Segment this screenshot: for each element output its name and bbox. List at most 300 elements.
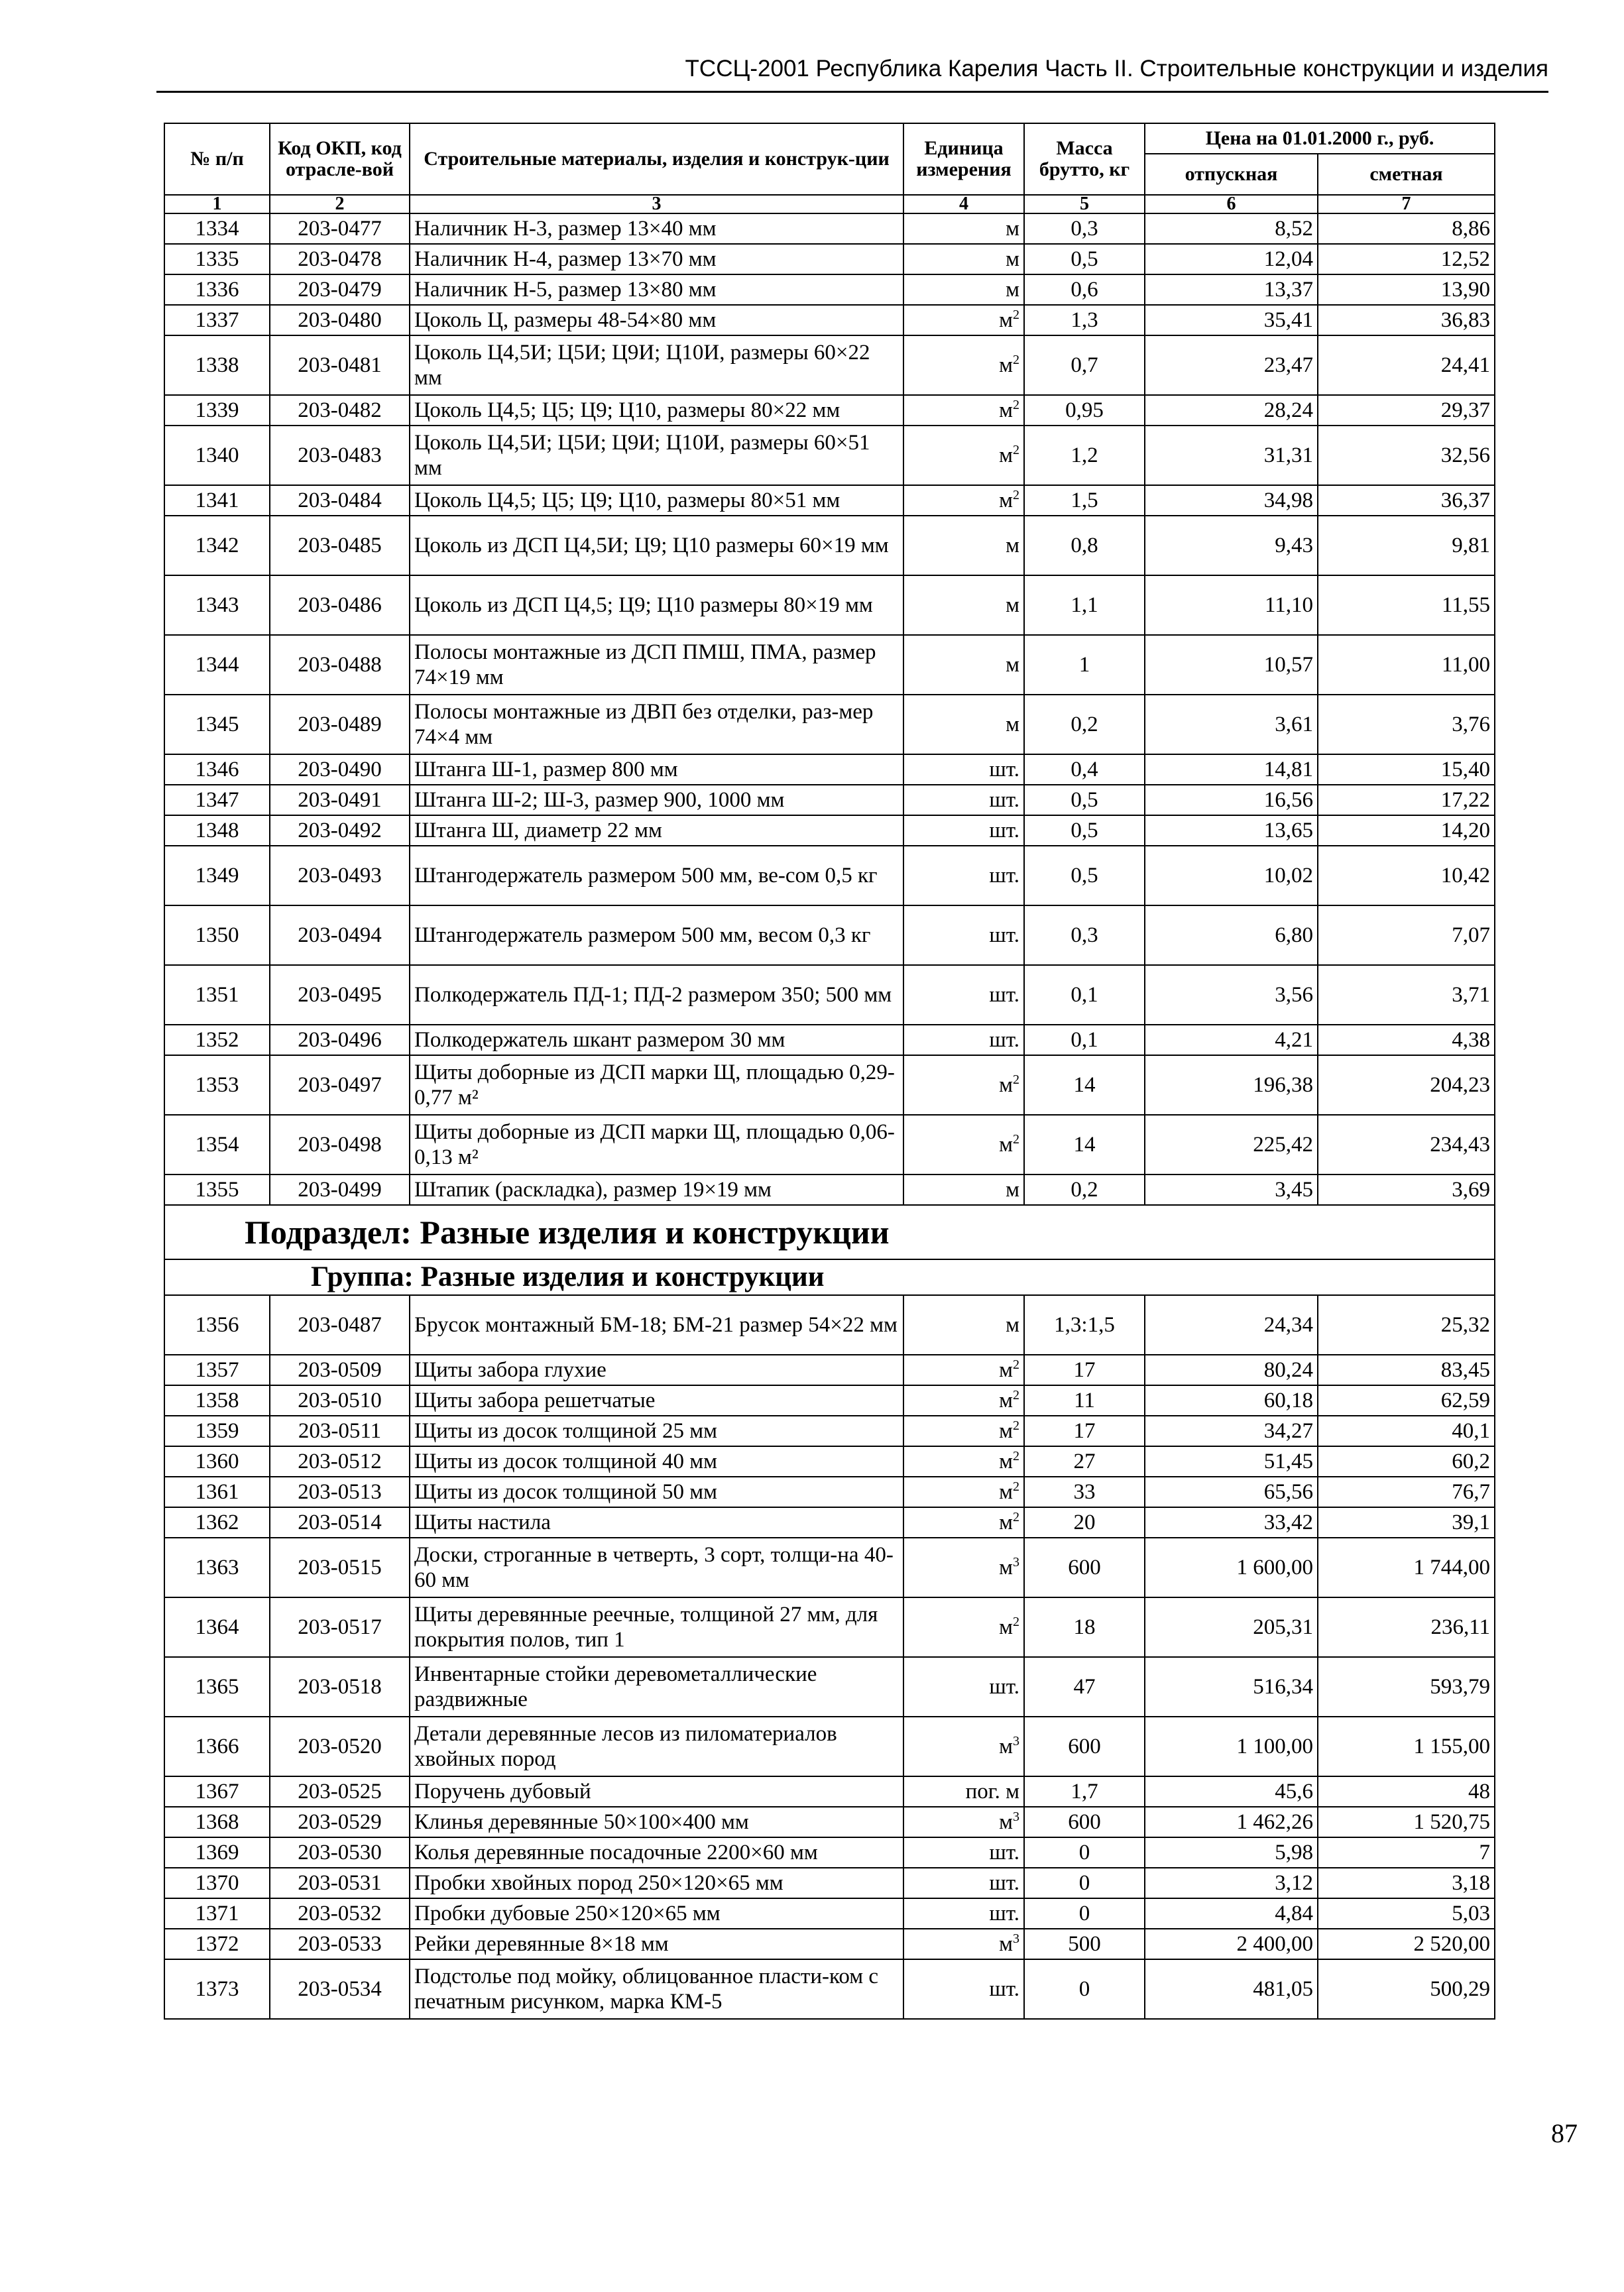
row-price-estimate: 1 744,00 bbox=[1318, 1538, 1495, 1597]
row-unit: шт. bbox=[903, 846, 1024, 905]
row-code: 203-0481 bbox=[270, 335, 410, 395]
table-row bbox=[164, 754, 1495, 785]
row-mass: 0,1 bbox=[1024, 1025, 1145, 1055]
row-price-wholesale: 1 600,00 bbox=[1145, 1538, 1318, 1597]
row-code: 203-0493 bbox=[270, 846, 410, 905]
row-price-wholesale: 10,02 bbox=[1145, 846, 1318, 905]
row-number: 1340 bbox=[164, 426, 270, 485]
row-unit: м bbox=[903, 213, 1024, 244]
row-unit: $м^3$ bbox=[903, 1538, 1024, 1597]
row-unit: шт. bbox=[903, 785, 1024, 815]
row-name: Полкодержатель шкант размером 30 мм bbox=[410, 1025, 903, 1055]
row-unit: $м^3$ bbox=[903, 1929, 1024, 1959]
row-number: 1335 bbox=[164, 244, 270, 274]
row-code: 203-0511 bbox=[270, 1416, 410, 1446]
col-head-name: Строительные материалы, изделия и конструк-ции bbox=[410, 123, 903, 195]
row-mass: 0,5 bbox=[1024, 785, 1145, 815]
row-mass: 1,3:1,5 bbox=[1024, 1295, 1145, 1355]
row-name: Цоколь Ц4,5И; Ц5И; Ц9И; Ц10И, размеры 60×51 мм bbox=[410, 426, 903, 485]
table-row bbox=[164, 1355, 1495, 1385]
table-row bbox=[164, 1868, 1495, 1898]
unit-exponent: 2 bbox=[1013, 353, 1019, 367]
row-code: 203-0510 bbox=[270, 1385, 410, 1416]
row-code: 203-0499 bbox=[270, 1175, 410, 1205]
row-code: 203-0491 bbox=[270, 785, 410, 815]
table-row bbox=[164, 905, 1495, 965]
row-price-wholesale: 31,31 bbox=[1145, 426, 1318, 485]
table-row bbox=[164, 274, 1495, 305]
row-code: 203-0486 bbox=[270, 575, 410, 635]
row-name: Щиты настила bbox=[410, 1507, 903, 1538]
col-head-code: Код ОКП, код отрасле-вой bbox=[270, 123, 410, 195]
row-price-estimate: 14,20 bbox=[1318, 815, 1495, 846]
row-number: 1372 bbox=[164, 1929, 270, 1959]
table-row bbox=[164, 1959, 1495, 2019]
row-price-wholesale: 225,42 bbox=[1145, 1115, 1318, 1175]
row-mass: 0,2 bbox=[1024, 1175, 1145, 1205]
row-code: 203-0477 bbox=[270, 213, 410, 244]
row-mass: 600 bbox=[1024, 1717, 1145, 1776]
row-name: Щиты доборные из ДСП марки Щ, площадью 0,29-0,77 м² bbox=[410, 1055, 903, 1115]
row-number: 1360 bbox=[164, 1446, 270, 1477]
row-unit: $м^2$ bbox=[903, 1597, 1024, 1657]
unit-exponent: 2 bbox=[1013, 1418, 1019, 1433]
row-number: 1343 bbox=[164, 575, 270, 635]
row-mass: 0 bbox=[1024, 1959, 1145, 2019]
row-price-estimate: 76,7 bbox=[1318, 1477, 1495, 1507]
row-code: 203-0484 bbox=[270, 485, 410, 516]
table-row bbox=[164, 1507, 1495, 1538]
row-unit: шт. bbox=[903, 1837, 1024, 1868]
row-price-estimate: 62,59 bbox=[1318, 1385, 1495, 1416]
unit-exponent: 2 bbox=[1013, 308, 1019, 322]
row-price-estimate: 500,29 bbox=[1318, 1959, 1495, 2019]
table-row bbox=[164, 1657, 1495, 1717]
row-code: 203-0532 bbox=[270, 1898, 410, 1929]
row-price-estimate: 9,81 bbox=[1318, 516, 1495, 575]
table-row bbox=[164, 1115, 1495, 1175]
row-unit: шт. bbox=[903, 1959, 1024, 2019]
row-unit: шт. bbox=[903, 1657, 1024, 1717]
row-number: 1356 bbox=[164, 1295, 270, 1355]
row-unit: $м^2$ bbox=[903, 1477, 1024, 1507]
row-mass: 0,1 bbox=[1024, 965, 1145, 1025]
running-header: ТССЦ-2001 Республика Карелия Часть II. Строительные конструкции и изделия bbox=[685, 56, 1548, 82]
row-name: Штангодержатель размером 500 мм, ве-сом 0,5 кг bbox=[410, 846, 903, 905]
row-price-estimate: 5,03 bbox=[1318, 1898, 1495, 1929]
row-code: 203-0531 bbox=[270, 1868, 410, 1898]
row-name: Пробки дубовые 250×120×65 мм bbox=[410, 1898, 903, 1929]
row-code: 203-0492 bbox=[270, 815, 410, 846]
row-price-estimate: 236,11 bbox=[1318, 1597, 1495, 1657]
col-head-price: Цена на 01.01.2000 г., руб. bbox=[1145, 123, 1495, 154]
unit-exponent: 3 bbox=[1013, 1555, 1019, 1570]
table-row bbox=[164, 575, 1495, 635]
row-unit: шт. bbox=[903, 1868, 1024, 1898]
row-code: 203-0515 bbox=[270, 1538, 410, 1597]
row-price-estimate: 17,22 bbox=[1318, 785, 1495, 815]
row-mass: 14 bbox=[1024, 1115, 1145, 1175]
row-price-wholesale: 24,34 bbox=[1145, 1295, 1318, 1355]
unit-exponent: 2 bbox=[1013, 488, 1019, 502]
unit-exponent: 2 bbox=[1013, 398, 1019, 412]
row-price-wholesale: 23,47 bbox=[1145, 335, 1318, 395]
row-price-wholesale: 65,56 bbox=[1145, 1477, 1318, 1507]
row-code: 203-0494 bbox=[270, 905, 410, 965]
row-price-estimate: 13,90 bbox=[1318, 274, 1495, 305]
row-code: 203-0530 bbox=[270, 1837, 410, 1868]
table-row bbox=[164, 1025, 1495, 1055]
row-name: Наличник Н-3, размер 13×40 мм bbox=[410, 213, 903, 244]
row-name: Наличник Н-4, размер 13×70 мм bbox=[410, 244, 903, 274]
row-price-wholesale: 60,18 bbox=[1145, 1385, 1318, 1416]
row-price-estimate: 48 bbox=[1318, 1776, 1495, 1807]
row-price-wholesale: 34,98 bbox=[1145, 485, 1318, 516]
row-name: Щиты деревянные реечные, толщиной 27 мм, для покрытия полов, тип 1 bbox=[410, 1597, 903, 1657]
table-row bbox=[164, 1776, 1495, 1807]
row-price-estimate: 36,37 bbox=[1318, 485, 1495, 516]
row-name: Рейки деревянные 8×18 мм bbox=[410, 1929, 903, 1959]
row-code: 203-0509 bbox=[270, 1355, 410, 1385]
col-number: 5 bbox=[1024, 195, 1145, 213]
row-unit: пог. м bbox=[903, 1776, 1024, 1807]
row-price-estimate: 83,45 bbox=[1318, 1355, 1495, 1385]
row-price-estimate: 1 155,00 bbox=[1318, 1717, 1495, 1776]
row-name: Цоколь Ц4,5; Ц5; Ц9; Ц10, размеры 80×51 мм bbox=[410, 485, 903, 516]
unit-exponent: 2 bbox=[1013, 1357, 1019, 1372]
row-mass: 0,5 bbox=[1024, 815, 1145, 846]
row-name: Наличник Н-5, размер 13×80 мм bbox=[410, 274, 903, 305]
row-price-wholesale: 9,43 bbox=[1145, 516, 1318, 575]
row-price-estimate: 4,38 bbox=[1318, 1025, 1495, 1055]
col-head-num: № п/п bbox=[164, 123, 270, 195]
row-unit: м bbox=[903, 635, 1024, 695]
table-row bbox=[164, 426, 1495, 485]
table-row bbox=[164, 1446, 1495, 1477]
row-mass: 0,5 bbox=[1024, 244, 1145, 274]
row-mass: 0 bbox=[1024, 1837, 1145, 1868]
row-mass: 0 bbox=[1024, 1898, 1145, 1929]
row-name: Цоколь Ц4,5; Ц5; Ц9; Ц10, размеры 80×22 мм bbox=[410, 395, 903, 426]
row-price-wholesale: 481,05 bbox=[1145, 1959, 1318, 2019]
row-mass: 0,95 bbox=[1024, 395, 1145, 426]
row-name: Пробки хвойных пород 250×120×65 мм bbox=[410, 1868, 903, 1898]
row-code: 203-0482 bbox=[270, 395, 410, 426]
row-code: 203-0478 bbox=[270, 244, 410, 274]
row-code: 203-0518 bbox=[270, 1657, 410, 1717]
row-code: 203-0514 bbox=[270, 1507, 410, 1538]
row-code: 203-0520 bbox=[270, 1717, 410, 1776]
row-number: 1337 bbox=[164, 305, 270, 335]
row-name: Цоколь Ц, размеры 48-54×80 мм bbox=[410, 305, 903, 335]
row-number: 1364 bbox=[164, 1597, 270, 1657]
row-price-estimate: 29,37 bbox=[1318, 395, 1495, 426]
row-unit: $м^2$ bbox=[903, 395, 1024, 426]
row-unit: шт. bbox=[903, 1025, 1024, 1055]
table-row bbox=[164, 815, 1495, 846]
col-number: 3 bbox=[410, 195, 903, 213]
row-price-estimate: 60,2 bbox=[1318, 1446, 1495, 1477]
table-row bbox=[164, 485, 1495, 516]
row-name: Цоколь Ц4,5И; Ц5И; Ц9И; Ц10И, размеры 60×22 мм bbox=[410, 335, 903, 395]
row-number: 1365 bbox=[164, 1657, 270, 1717]
row-price-wholesale: 205,31 bbox=[1145, 1597, 1318, 1657]
row-price-estimate: 36,83 bbox=[1318, 305, 1495, 335]
price-table bbox=[164, 123, 1495, 2020]
row-mass: 20 bbox=[1024, 1507, 1145, 1538]
row-code: 203-0485 bbox=[270, 516, 410, 575]
row-price-wholesale: 14,81 bbox=[1145, 754, 1318, 785]
row-name: Щиты из досок толщиной 40 мм bbox=[410, 1446, 903, 1477]
table-row bbox=[164, 1175, 1495, 1205]
header-rule bbox=[156, 91, 1548, 93]
row-name: Штанга Ш, диаметр 22 мм bbox=[410, 815, 903, 846]
row-number: 1351 bbox=[164, 965, 270, 1025]
row-mass: 600 bbox=[1024, 1538, 1145, 1597]
row-number: 1354 bbox=[164, 1115, 270, 1175]
row-code: 203-0489 bbox=[270, 695, 410, 754]
row-number: 1341 bbox=[164, 485, 270, 516]
row-code: 203-0496 bbox=[270, 1025, 410, 1055]
row-name: Брусок монтажный БМ-18; БМ-21 размер 54×22 мм bbox=[410, 1295, 903, 1355]
row-name: Штапик (раскладка), размер 19×19 мм bbox=[410, 1175, 903, 1205]
row-unit: $м^2$ bbox=[903, 426, 1024, 485]
row-mass: 17 bbox=[1024, 1355, 1145, 1385]
row-name: Поручень дубовый bbox=[410, 1776, 903, 1807]
table-row bbox=[164, 305, 1495, 335]
col-head-unit: Единица измерения bbox=[903, 123, 1024, 195]
row-price-estimate: 234,43 bbox=[1318, 1115, 1495, 1175]
row-code: 203-0487 bbox=[270, 1295, 410, 1355]
row-mass: 1,2 bbox=[1024, 426, 1145, 485]
row-name: Штангодержатель размером 500 мм, весом 0,3 кг bbox=[410, 905, 903, 965]
row-unit: м bbox=[903, 244, 1024, 274]
subsection-title: Подраздел: Разные изделия и конструкции bbox=[164, 1205, 1495, 1259]
row-number: 1366 bbox=[164, 1717, 270, 1776]
row-price-wholesale: 8,52 bbox=[1145, 213, 1318, 244]
row-price-wholesale: 45,6 bbox=[1145, 1776, 1318, 1807]
col-number: 4 bbox=[903, 195, 1024, 213]
row-mass: 17 bbox=[1024, 1416, 1145, 1446]
row-price-wholesale: 28,24 bbox=[1145, 395, 1318, 426]
row-number: 1349 bbox=[164, 846, 270, 905]
row-unit: $м^2$ bbox=[903, 1055, 1024, 1115]
row-price-estimate: 25,32 bbox=[1318, 1295, 1495, 1355]
row-price-estimate: 11,00 bbox=[1318, 635, 1495, 695]
row-price-wholesale: 3,12 bbox=[1145, 1868, 1318, 1898]
row-number: 1355 bbox=[164, 1175, 270, 1205]
unit-exponent: 3 bbox=[1013, 1734, 1019, 1748]
row-name: Щиты забора решетчатые bbox=[410, 1385, 903, 1416]
row-code: 203-0534 bbox=[270, 1959, 410, 2019]
row-price-estimate: 32,56 bbox=[1318, 426, 1495, 485]
unit-exponent: 3 bbox=[1013, 1809, 1019, 1824]
row-name: Доски, строганные в четверть, 3 сорт, толщи-на 40-60 мм bbox=[410, 1538, 903, 1597]
row-unit: шт. bbox=[903, 905, 1024, 965]
row-number: 1336 bbox=[164, 274, 270, 305]
row-price-wholesale: 3,56 bbox=[1145, 965, 1318, 1025]
row-unit: $м^3$ bbox=[903, 1807, 1024, 1837]
table-row bbox=[164, 1055, 1495, 1115]
row-name: Цоколь из ДСП Ц4,5; Ц9; Ц10 размеры 80×19 мм bbox=[410, 575, 903, 635]
unit-exponent: 2 bbox=[1013, 1479, 1019, 1494]
row-number: 1352 bbox=[164, 1025, 270, 1055]
row-number: 1339 bbox=[164, 395, 270, 426]
row-name: Инвентарные стойки деревометаллические раздвижные bbox=[410, 1657, 903, 1717]
row-code: 203-0517 bbox=[270, 1597, 410, 1657]
table-row bbox=[164, 1416, 1495, 1446]
row-unit: шт. bbox=[903, 965, 1024, 1025]
row-unit: шт. bbox=[903, 815, 1024, 846]
row-unit: $м^2$ bbox=[903, 1385, 1024, 1416]
row-mass: 11 bbox=[1024, 1385, 1145, 1416]
table-row bbox=[164, 516, 1495, 575]
row-name: Полкодержатель ПД-1; ПД-2 размером 350; 500 мм bbox=[410, 965, 903, 1025]
row-code: 203-0512 bbox=[270, 1446, 410, 1477]
row-price-wholesale: 1 100,00 bbox=[1145, 1717, 1318, 1776]
row-unit: $м^2$ bbox=[903, 1115, 1024, 1175]
row-mass: 0,3 bbox=[1024, 905, 1145, 965]
table-row bbox=[164, 1898, 1495, 1929]
table-row bbox=[164, 213, 1495, 244]
col-number: 1 bbox=[164, 195, 270, 213]
table-row bbox=[164, 1477, 1495, 1507]
row-unit: м bbox=[903, 695, 1024, 754]
column-numbers-row bbox=[164, 195, 1495, 213]
row-unit: $м^2$ bbox=[903, 1355, 1024, 1385]
row-price-wholesale: 4,21 bbox=[1145, 1025, 1318, 1055]
row-mass: 0,7 bbox=[1024, 335, 1145, 395]
table-row bbox=[164, 695, 1495, 754]
row-price-wholesale: 1 462,26 bbox=[1145, 1807, 1318, 1837]
row-price-wholesale: 2 400,00 bbox=[1145, 1929, 1318, 1959]
row-name: Подстолье под мойку, облицованное пласти-ком с печатным рисунком, марка КМ-5 bbox=[410, 1959, 903, 2019]
row-mass: 500 bbox=[1024, 1929, 1145, 1959]
row-mass: 18 bbox=[1024, 1597, 1145, 1657]
row-mass: 33 bbox=[1024, 1477, 1145, 1507]
row-unit: $м^3$ bbox=[903, 1717, 1024, 1776]
table-row bbox=[164, 1807, 1495, 1837]
subsection-row bbox=[164, 1205, 1495, 1259]
row-price-wholesale: 6,80 bbox=[1145, 905, 1318, 965]
row-price-estimate: 7,07 bbox=[1318, 905, 1495, 965]
row-name: Щиты доборные из ДСП марки Щ, площадью 0,06-0,13 м² bbox=[410, 1115, 903, 1175]
row-name: Колья деревянные посадочные 2200×60 мм bbox=[410, 1837, 903, 1868]
row-price-wholesale: 13,37 bbox=[1145, 274, 1318, 305]
row-mass: 0,5 bbox=[1024, 846, 1145, 905]
row-name: Полосы монтажные из ДСП ПМШ, ПМА, размер 74×19 мм bbox=[410, 635, 903, 695]
row-code: 203-0529 bbox=[270, 1807, 410, 1837]
row-unit: $м^2$ bbox=[903, 335, 1024, 395]
row-name: Штанга Ш-1, размер 800 мм bbox=[410, 754, 903, 785]
table-row bbox=[164, 1717, 1495, 1776]
row-number: 1345 bbox=[164, 695, 270, 754]
row-price-wholesale: 5,98 bbox=[1145, 1837, 1318, 1868]
row-price-wholesale: 13,65 bbox=[1145, 815, 1318, 846]
row-code: 203-0483 bbox=[270, 426, 410, 485]
row-code: 203-0488 bbox=[270, 635, 410, 695]
row-code: 203-0513 bbox=[270, 1477, 410, 1507]
row-number: 1362 bbox=[164, 1507, 270, 1538]
row-mass: 600 bbox=[1024, 1807, 1145, 1837]
row-name: Цоколь из ДСП Ц4,5И; Ц9; Ц10 размеры 60×19 мм bbox=[410, 516, 903, 575]
unit-exponent: 2 bbox=[1013, 1132, 1019, 1147]
row-code: 203-0480 bbox=[270, 305, 410, 335]
row-number: 1367 bbox=[164, 1776, 270, 1807]
row-unit: м bbox=[903, 1295, 1024, 1355]
row-number: 1353 bbox=[164, 1055, 270, 1115]
row-name: Клинья деревянные 50×100×400 мм bbox=[410, 1807, 903, 1837]
row-number: 1368 bbox=[164, 1807, 270, 1837]
row-number: 1348 bbox=[164, 815, 270, 846]
row-name: Щиты из досок толщиной 25 мм bbox=[410, 1416, 903, 1446]
table-row bbox=[164, 1837, 1495, 1868]
group-row bbox=[164, 1259, 1495, 1295]
row-unit: м bbox=[903, 516, 1024, 575]
row-price-wholesale: 3,61 bbox=[1145, 695, 1318, 754]
row-code: 203-0479 bbox=[270, 274, 410, 305]
row-number: 1334 bbox=[164, 213, 270, 244]
col-number: 7 bbox=[1318, 195, 1495, 213]
table-row bbox=[164, 1929, 1495, 1959]
row-number: 1357 bbox=[164, 1355, 270, 1385]
row-number: 1342 bbox=[164, 516, 270, 575]
table-row bbox=[164, 785, 1495, 815]
row-price-estimate: 3,18 bbox=[1318, 1868, 1495, 1898]
row-number: 1371 bbox=[164, 1898, 270, 1929]
row-price-estimate: 15,40 bbox=[1318, 754, 1495, 785]
row-price-estimate: 3,76 bbox=[1318, 695, 1495, 754]
row-name: Щиты забора глухие bbox=[410, 1355, 903, 1385]
col-number: 2 bbox=[270, 195, 410, 213]
row-mass: 1,3 bbox=[1024, 305, 1145, 335]
table-row bbox=[164, 965, 1495, 1025]
row-price-wholesale: 80,24 bbox=[1145, 1355, 1318, 1385]
row-price-estimate: 3,71 bbox=[1318, 965, 1495, 1025]
row-code: 203-0498 bbox=[270, 1115, 410, 1175]
row-price-wholesale: 12,04 bbox=[1145, 244, 1318, 274]
row-price-estimate: 204,23 bbox=[1318, 1055, 1495, 1115]
row-number: 1344 bbox=[164, 635, 270, 695]
row-price-estimate: 3,69 bbox=[1318, 1175, 1495, 1205]
row-unit: м bbox=[903, 575, 1024, 635]
page-number: 87 bbox=[1551, 2118, 1578, 2148]
col-number: 6 bbox=[1145, 195, 1318, 213]
row-code: 203-0525 bbox=[270, 1776, 410, 1807]
row-price-estimate: 10,42 bbox=[1318, 846, 1495, 905]
row-code: 203-0533 bbox=[270, 1929, 410, 1959]
row-number: 1338 bbox=[164, 335, 270, 395]
row-unit: м bbox=[903, 274, 1024, 305]
row-unit: $м^2$ bbox=[903, 1507, 1024, 1538]
row-price-estimate: 593,79 bbox=[1318, 1657, 1495, 1717]
unit-exponent: 3 bbox=[1013, 1931, 1019, 1946]
row-price-wholesale: 51,45 bbox=[1145, 1446, 1318, 1477]
row-number: 1363 bbox=[164, 1538, 270, 1597]
row-price-wholesale: 4,84 bbox=[1145, 1898, 1318, 1929]
table-row bbox=[164, 395, 1495, 426]
row-mass: 0,4 bbox=[1024, 754, 1145, 785]
row-number: 1346 bbox=[164, 754, 270, 785]
row-code: 203-0497 bbox=[270, 1055, 410, 1115]
row-price-estimate: 24,41 bbox=[1318, 335, 1495, 395]
row-price-estimate: 11,55 bbox=[1318, 575, 1495, 635]
row-name: Детали деревянные лесов из пиломатериалов хвойных пород bbox=[410, 1717, 903, 1776]
row-price-estimate: 1 520,75 bbox=[1318, 1807, 1495, 1837]
table-row bbox=[164, 1538, 1495, 1597]
row-price-estimate: 8,86 bbox=[1318, 213, 1495, 244]
table-row bbox=[164, 335, 1495, 395]
